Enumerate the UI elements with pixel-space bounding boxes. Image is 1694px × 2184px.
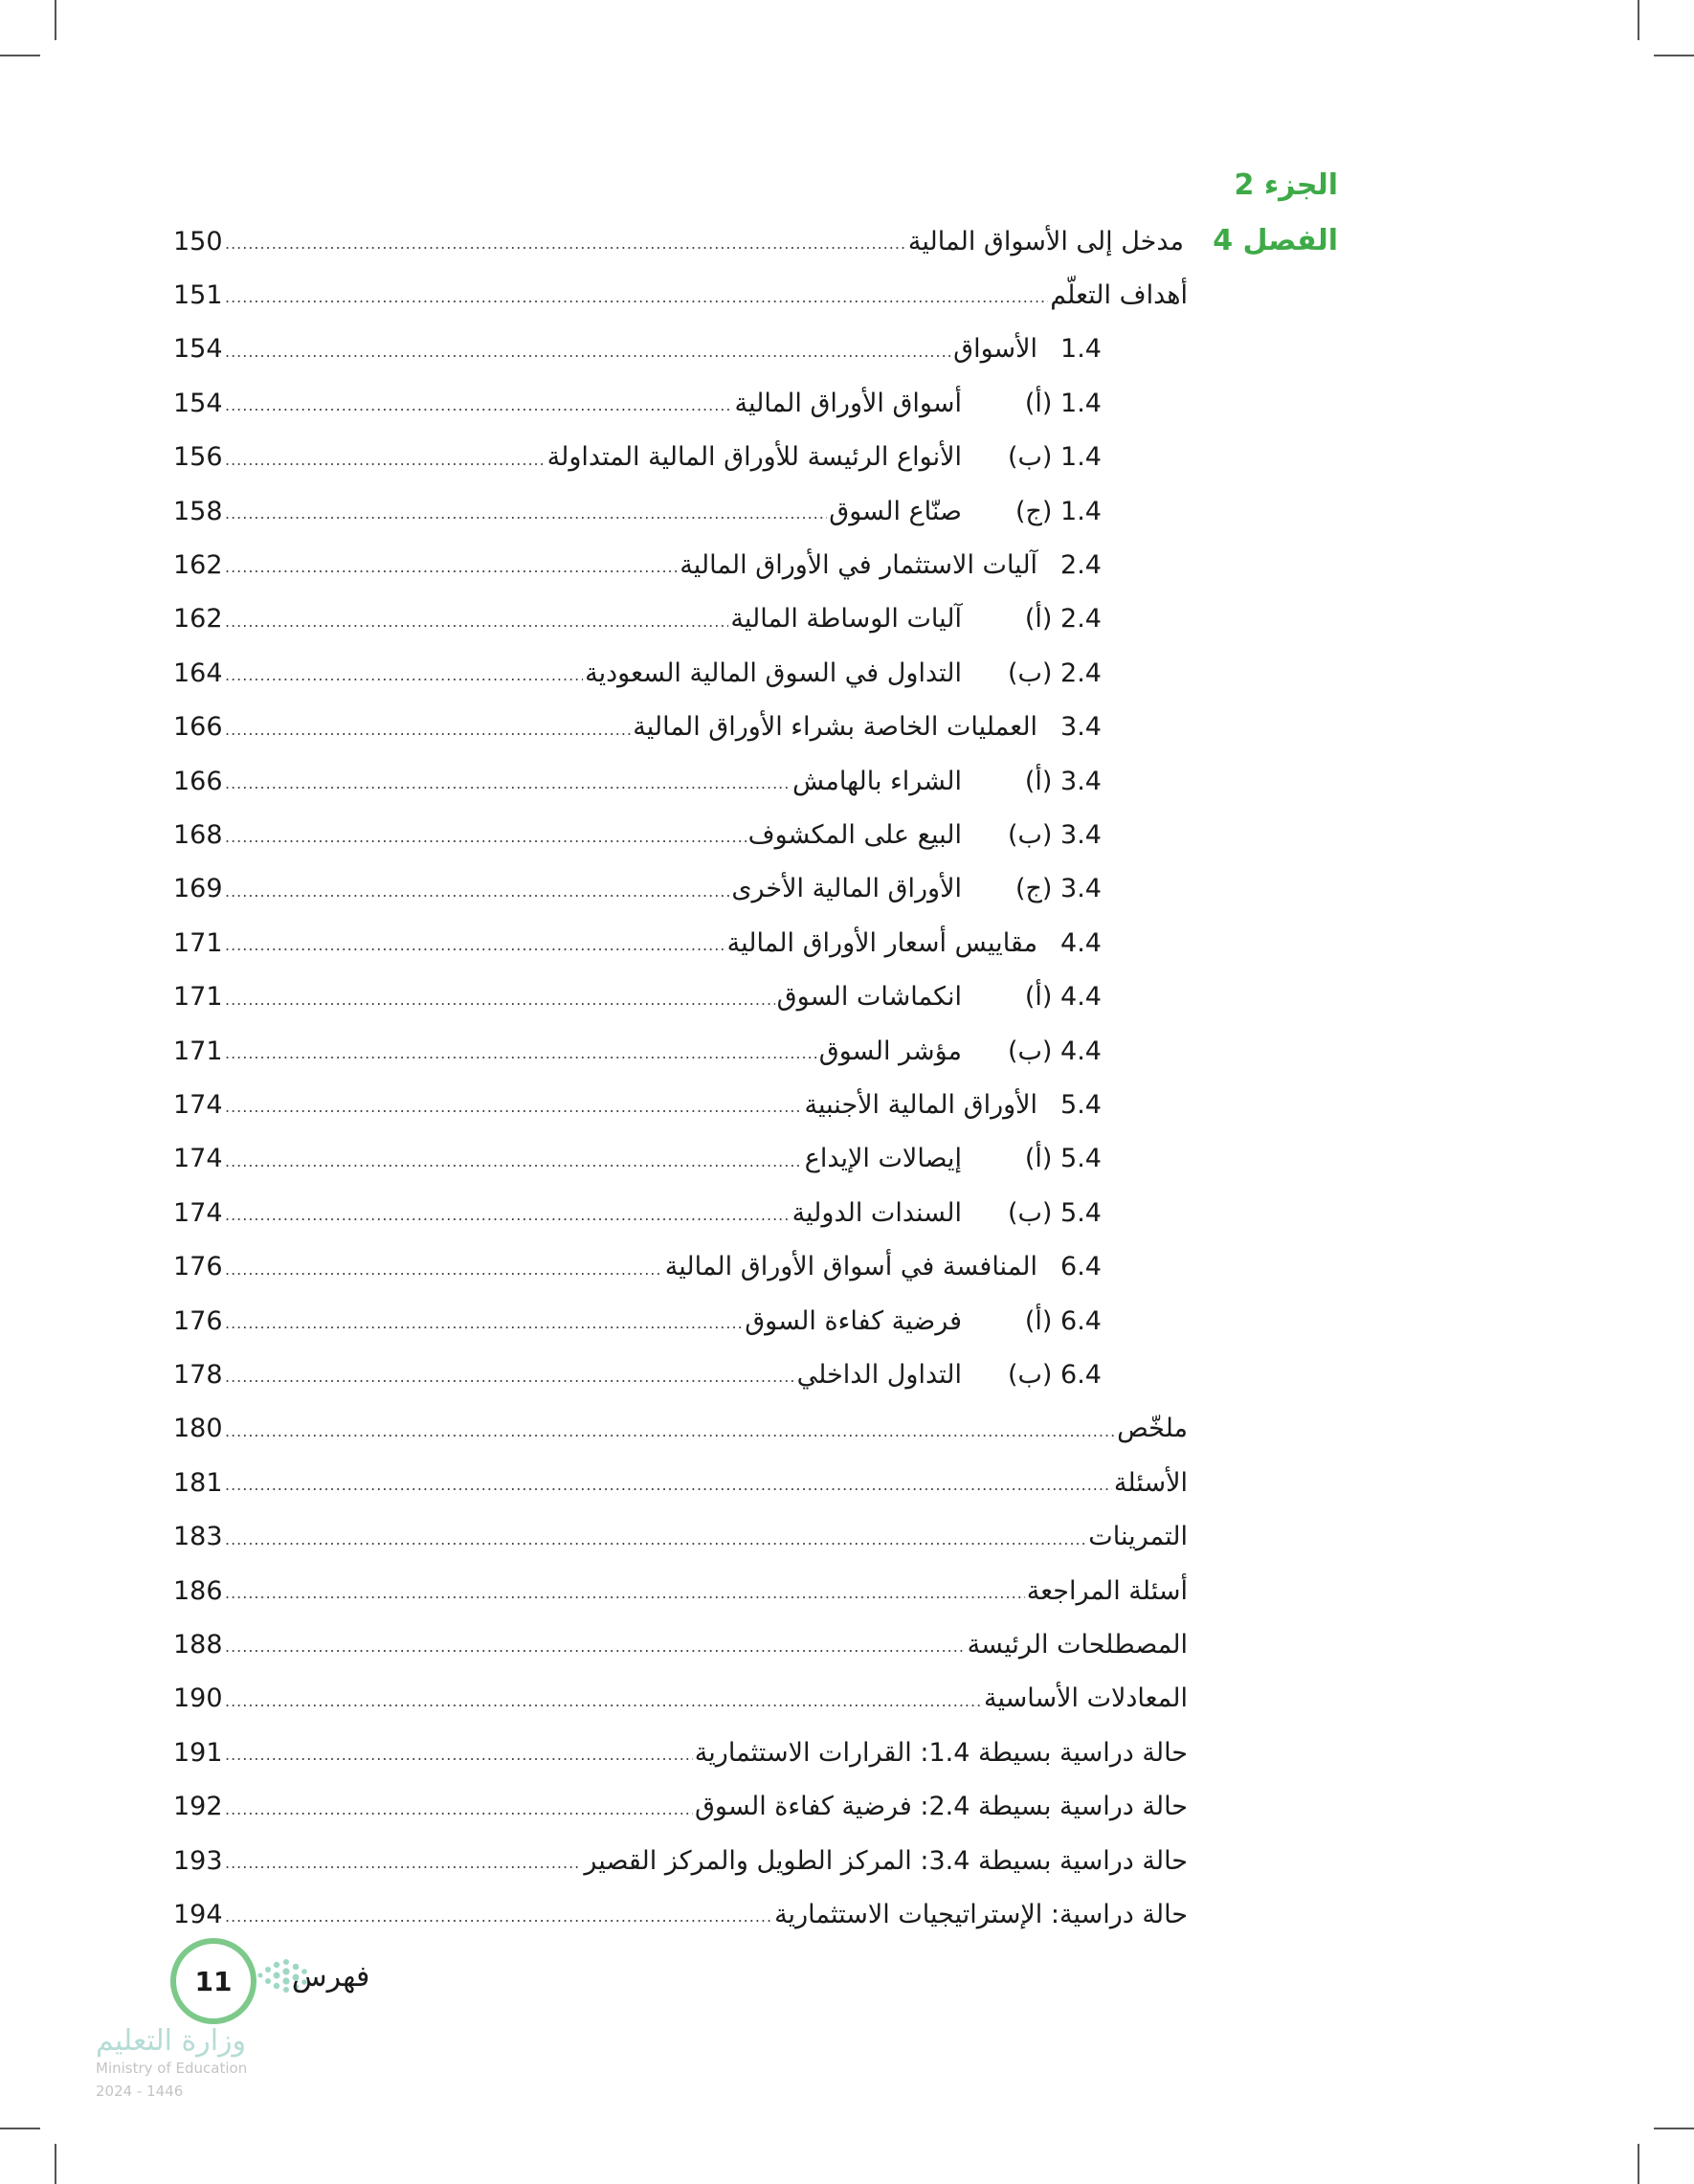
toc-page-number: 190 <box>173 1683 223 1714</box>
toc-section-number: 2.4 (ب) <box>1007 657 1102 688</box>
toc-page-number: 171 <box>173 982 223 1013</box>
toc-title: العمليات الخاصة بشراء الأوراق المالية <box>633 712 1038 743</box>
toc-row[interactable] <box>173 1246 1102 1288</box>
toc-row[interactable] <box>173 220 1184 262</box>
toc-page-number: 192 <box>173 1792 223 1822</box>
ministry-year: 2024 - 1446 <box>96 2083 184 2100</box>
toc-page-number: 168 <box>173 819 223 850</box>
dot-leader <box>225 343 951 370</box>
dot-leader <box>225 774 791 802</box>
toc-row[interactable] <box>173 1516 1188 1558</box>
toc-page-number: 174 <box>173 1144 223 1174</box>
dot-leader <box>225 991 775 1018</box>
toc-section-number: 5.4 <box>1060 1089 1102 1120</box>
toc-title: التداول في السوق المالية السعودية <box>585 657 962 688</box>
toc-title: أسئلة المراجعة <box>1026 1575 1188 1606</box>
toc-title: حالة دراسية بسيطة 1.4: القرارات الاستثمارية <box>694 1737 1188 1768</box>
toc-row[interactable] <box>173 490 1102 532</box>
toc-page-number: 158 <box>173 496 223 526</box>
toc-page-number: 178 <box>173 1359 223 1390</box>
dot-leader <box>225 1422 1115 1450</box>
toc-page-number: 176 <box>173 1305 223 1336</box>
dot-leader <box>225 451 546 479</box>
toc-row[interactable] <box>173 382 1102 424</box>
toc-section-number: 3.4 (أ) <box>1024 766 1102 796</box>
toc-row[interactable] <box>173 1570 1188 1612</box>
toc-title: صنّاع السوق <box>829 496 962 526</box>
toc-row[interactable] <box>173 1893 1188 1935</box>
page-number-badge <box>170 1938 256 2024</box>
toc-section-number: 1.4 (أ) <box>1024 388 1102 418</box>
crop-mark <box>55 2144 56 2184</box>
toc-title: مقاييس أسعار الأوراق المالية <box>726 927 1038 958</box>
dot-leader <box>225 1854 582 1882</box>
dot-leader <box>225 288 1048 316</box>
crop-mark <box>1638 0 1639 40</box>
toc-page-number: 164 <box>173 657 223 688</box>
toc-row[interactable] <box>173 1353 1102 1395</box>
toc-page-number: 183 <box>173 1522 223 1552</box>
part-title: الجزء 2 <box>1234 168 1338 202</box>
toc-title: الأنواع الرئيسة للأوراق المالية المتداولة <box>546 442 962 473</box>
crop-mark <box>1654 2128 1694 2129</box>
toc-title: السندات الدولية <box>791 1197 962 1228</box>
toc-page-number: 180 <box>173 1414 223 1444</box>
toc-section-number: 2.4 (أ) <box>1024 604 1102 635</box>
toc-page-number: 191 <box>173 1737 223 1768</box>
toc-row[interactable] <box>173 544 1102 586</box>
toc-title: آليات الوساطة المالية <box>730 604 962 635</box>
dot-leader <box>225 1206 791 1234</box>
toc-page-number: 193 <box>173 1845 223 1876</box>
toc-row[interactable] <box>173 436 1102 479</box>
crop-mark <box>0 2128 40 2129</box>
crop-mark <box>0 55 40 56</box>
crop-mark <box>1654 55 1694 56</box>
toc-title: الشراء بالهامش <box>791 766 962 796</box>
toc-title: الأسواق <box>953 334 1038 365</box>
toc-row[interactable] <box>173 1300 1102 1342</box>
dot-leader <box>225 558 678 586</box>
toc-page-number: 174 <box>173 1089 223 1120</box>
toc-page-number: 156 <box>173 442 223 473</box>
toc-title: الأوراق المالية الأجنبية <box>804 1089 1038 1120</box>
dot-leader <box>225 666 583 694</box>
toc-title: أهداف التعلّم <box>1050 279 1188 310</box>
toc-row[interactable] <box>173 922 1102 964</box>
crop-mark <box>55 0 56 40</box>
dot-leader <box>225 828 747 856</box>
toc-row[interactable] <box>173 976 1102 1018</box>
dot-leader <box>225 234 906 262</box>
toc-title: البيع على المكشوف <box>747 819 962 850</box>
toc-row[interactable] <box>173 1678 1188 1720</box>
toc-title: المنافسة في أسواق الأوراق المالية <box>664 1252 1038 1282</box>
toc-page-number: 150 <box>173 226 223 256</box>
toc-row[interactable] <box>173 1192 1102 1234</box>
dot-leader <box>225 613 728 640</box>
toc-section-number: 5.4 (أ) <box>1024 1144 1102 1174</box>
chapter-label: الفصل 4 <box>1213 224 1338 257</box>
dot-leader <box>225 396 732 424</box>
toc-title: ملخّص <box>1117 1414 1188 1444</box>
toc-section-number: 3.4 <box>1060 712 1102 743</box>
toc-page-number: 181 <box>173 1467 223 1498</box>
toc-section-number: 4.4 <box>1060 927 1102 958</box>
footer-section-word: فهرس <box>292 1960 370 1994</box>
toc-row[interactable] <box>173 813 1102 856</box>
dot-leader <box>225 1692 982 1720</box>
toc-title: المصطلحات الرئيسة <box>967 1629 1188 1660</box>
toc-title: التمرينات <box>1088 1522 1188 1552</box>
toc-title: الأوراق المالية الأخرى <box>731 874 962 904</box>
toc-title: انكماشات السوق <box>776 982 962 1013</box>
toc-page-number: 162 <box>173 549 223 580</box>
toc-row[interactable] <box>173 760 1102 802</box>
toc-row[interactable] <box>173 1030 1102 1072</box>
toc-page-number: 162 <box>173 604 223 635</box>
toc-row[interactable] <box>173 1461 1188 1504</box>
toc-row[interactable] <box>173 1408 1188 1450</box>
toc-page-number: 166 <box>173 712 223 743</box>
dot-leader <box>225 1368 795 1395</box>
dot-leader <box>225 1152 803 1180</box>
toc-title: حالة دراسية بسيطة 3.4: المركز الطويل والمركز القصير <box>584 1845 1188 1876</box>
toc-title: مدخل إلى الأسواق المالية <box>907 226 1184 256</box>
toc-title: أسواق الأوراق المالية <box>734 388 962 418</box>
toc-section-number: 5.4 (ب) <box>1007 1197 1102 1228</box>
toc-row[interactable] <box>173 1083 1102 1125</box>
toc-section-number: 3.4 (ج) <box>1014 874 1102 904</box>
toc-row[interactable] <box>173 598 1102 640</box>
dot-leader <box>225 1098 803 1125</box>
toc-title: الأسئلة <box>1113 1467 1188 1498</box>
toc-section-number: 6.4 (ب) <box>1007 1359 1102 1390</box>
dot-leader <box>225 1638 966 1665</box>
toc-row[interactable] <box>173 328 1102 370</box>
toc-row[interactable] <box>173 1731 1188 1773</box>
toc-page-number: 154 <box>173 334 223 365</box>
toc-section-number: 4.4 (أ) <box>1024 982 1102 1013</box>
dot-leader <box>225 721 631 748</box>
toc-page-number: 174 <box>173 1197 223 1228</box>
dot-leader <box>225 936 725 964</box>
dot-leader <box>225 1314 743 1342</box>
toc-title: آليات الاستثمار في الأوراق المالية <box>680 549 1038 580</box>
toc-row[interactable] <box>173 868 1102 910</box>
toc-row[interactable] <box>173 652 1102 694</box>
toc-page-number: 171 <box>173 1036 223 1066</box>
dot-leader <box>225 1260 663 1288</box>
toc-row[interactable] <box>173 1786 1188 1828</box>
toc-section-number: 1.4 (ج) <box>1014 496 1102 526</box>
toc-page-number: 154 <box>173 388 223 418</box>
toc-title: التداول الداخلي <box>796 1359 962 1390</box>
toc-section-number: 4.4 (ب) <box>1007 1036 1102 1066</box>
dot-leader <box>225 1746 693 1773</box>
dot-leader <box>225 504 827 532</box>
toc-title: إيصالات الإيداع <box>804 1144 962 1174</box>
toc-page-number: 166 <box>173 766 223 796</box>
toc-title: المعادلات الأساسية <box>983 1683 1188 1714</box>
toc-title: مؤشر السوق <box>818 1036 962 1066</box>
toc-row[interactable] <box>173 1839 1188 1882</box>
dot-leader <box>225 882 729 910</box>
crop-mark <box>1638 2144 1639 2184</box>
toc-title: فرضية كفاءة السوق <box>745 1305 962 1336</box>
toc-title: حالة دراسية بسيطة 2.4: فرضية كفاءة السوق <box>694 1792 1188 1822</box>
toc-page-number: 186 <box>173 1575 223 1606</box>
toc-row[interactable] <box>173 1623 1188 1665</box>
dot-leader <box>225 1584 1025 1612</box>
page-number: 11 <box>194 1965 233 1997</box>
toc-section-number: 1.4 <box>1060 334 1102 365</box>
ministry-logo-english: Ministry of Education <box>96 2060 248 2077</box>
toc-row[interactable] <box>173 706 1102 748</box>
dot-leader <box>225 1800 693 1828</box>
toc-section-number: 6.4 <box>1060 1252 1102 1282</box>
toc-section-number: 6.4 (أ) <box>1024 1305 1102 1336</box>
toc-section-number: 2.4 <box>1060 549 1102 580</box>
toc-row[interactable] <box>173 1138 1102 1180</box>
toc-title: حالة دراسية: الإستراتيجيات الاستثمارية <box>774 1899 1188 1929</box>
dot-leader <box>225 1907 772 1935</box>
toc-page-number: 151 <box>173 279 223 310</box>
toc-row[interactable] <box>173 274 1188 316</box>
toc-page-number: 176 <box>173 1252 223 1282</box>
toc-page-number: 188 <box>173 1629 223 1660</box>
dot-leader <box>225 1530 1086 1558</box>
toc-page-number: 169 <box>173 874 223 904</box>
dot-leader <box>225 1476 1112 1504</box>
toc-section-number: 3.4 (ب) <box>1007 819 1102 850</box>
ministry-logo-arabic: وزارة التعليم <box>96 2024 247 2058</box>
dot-leader <box>225 1044 817 1072</box>
toc-page-number: 194 <box>173 1899 223 1929</box>
toc-section-number: 1.4 (ب) <box>1007 442 1102 473</box>
toc-page-number: 171 <box>173 927 223 958</box>
